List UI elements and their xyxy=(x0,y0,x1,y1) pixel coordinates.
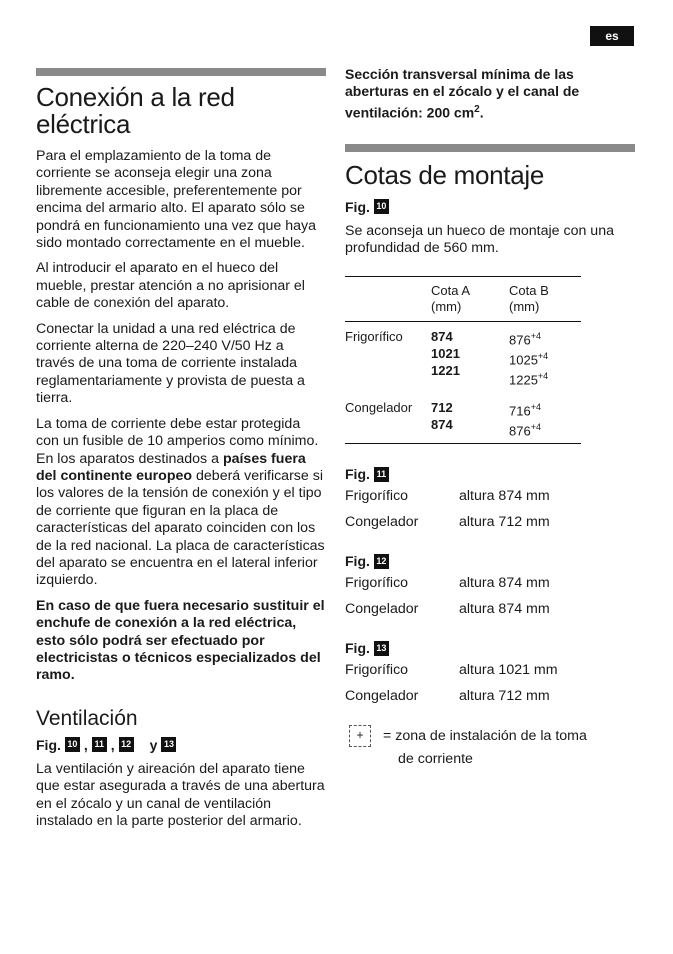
figure-reference xyxy=(345,553,635,569)
cell-value xyxy=(509,399,581,419)
cota-a-values xyxy=(431,393,509,444)
conjunction: y xyxy=(149,736,158,753)
tolerance: +4 xyxy=(530,422,541,432)
fig-label: Fig. xyxy=(345,640,370,657)
emphasis-text: países fuera del continente europeo xyxy=(36,450,306,484)
cell-value xyxy=(509,368,581,388)
figure-13-section xyxy=(345,640,635,705)
figure-row xyxy=(345,688,635,705)
figure-number-icon: 12 xyxy=(374,554,389,569)
note-end: . xyxy=(479,104,484,121)
value: 1225 xyxy=(509,372,538,388)
value: 876 xyxy=(509,332,531,348)
figure-number-icon: 10 xyxy=(65,737,80,752)
cota-b-values xyxy=(509,321,581,392)
header-line: (mm) xyxy=(431,298,462,314)
figure-11-section xyxy=(345,466,635,531)
cell-value: 1021 xyxy=(431,345,460,361)
section-title-mounting-dimensions: Cotas de montaje xyxy=(345,159,544,190)
paragraph: Conectar la unidad a una red eléctrica de corriente alterna de 220–240 V/50 Hz a través de una toma de corriente instalada reglamentariamente y provista de puesta a tierra. xyxy=(36,320,305,407)
separator: , xyxy=(83,736,88,753)
cell-value: 874 xyxy=(431,328,453,344)
value: 876 xyxy=(509,423,531,439)
cell-value: 712 xyxy=(431,399,453,415)
figure-row xyxy=(345,662,635,679)
cota-a-values xyxy=(431,321,509,392)
appliance-label: Congelador xyxy=(345,688,419,705)
tolerance: +4 xyxy=(530,401,541,412)
tolerance: +4 xyxy=(530,330,541,341)
cell-value xyxy=(509,348,581,368)
value: 1025 xyxy=(509,352,538,368)
height-value: altura 712 mm xyxy=(459,514,550,531)
figure-number-icon: 10 xyxy=(374,199,389,214)
right-column xyxy=(345,66,635,771)
dimensions-table xyxy=(345,276,581,445)
legend-line: de corriente xyxy=(398,751,473,768)
paragraph: Al introducir el aparato en el hueco del mueble, prestar atención a no aprisionar el cable de conexión del aparato. xyxy=(36,260,305,312)
header-line: Cota B xyxy=(509,282,549,298)
table-header-cota-a xyxy=(431,276,509,321)
legend-line: = zona de instalación de la toma xyxy=(383,728,587,745)
figure-reference xyxy=(36,737,326,753)
paragraph: Se aconseja un hueco de montaje con una profundidad de 560 mm. xyxy=(345,222,614,257)
cross-section-note xyxy=(345,66,635,122)
note-text: Sección transversal mínima de las aberturas en el zócalo y el canal de ventilación: 200 cm xyxy=(345,66,580,121)
table-header-empty xyxy=(345,276,431,321)
section-title-ventilation: Ventilación xyxy=(36,706,138,730)
row-label: Congelador xyxy=(345,399,413,415)
legend xyxy=(345,725,635,771)
figure-number-icon: 12 xyxy=(119,737,134,752)
fig-label: Fig. xyxy=(345,466,370,483)
appliance-label: Frigorífico xyxy=(345,662,409,679)
fig-label: Fig. xyxy=(36,736,61,753)
cell-value: 1221 xyxy=(431,362,460,378)
outlet-zone-icon xyxy=(349,725,371,747)
value: 716 xyxy=(509,403,531,418)
left-column xyxy=(36,68,326,838)
height-value: altura 874 mm xyxy=(459,488,550,505)
appliance-label: Frigorífico xyxy=(345,488,409,505)
figure-row xyxy=(345,601,635,618)
table-row xyxy=(345,321,581,392)
figure-reference xyxy=(345,466,635,482)
figure-reference xyxy=(345,199,635,215)
figure-number-icon: 11 xyxy=(92,737,107,752)
height-value: altura 874 mm xyxy=(459,601,550,618)
tolerance: +4 xyxy=(537,371,549,382)
paragraph: La ventilación y aireación del aparato tiene que estar asegurada a través de una abertura en el zócalo y un canal de ventilación instalado en la parte posterior del armario. xyxy=(36,760,325,829)
separator: , xyxy=(110,736,115,753)
tolerance: +4 xyxy=(537,351,549,362)
table-header-row xyxy=(345,276,581,321)
height-value: altura 712 mm xyxy=(459,688,550,705)
figure-row xyxy=(345,514,635,531)
paragraph xyxy=(36,416,326,590)
height-value: altura 874 mm xyxy=(459,575,550,592)
warning-paragraph: En caso de que fuera necesario sustituir el enchufe de conexión a la red eléctrica, esto sólo podrá ser efectuado por electricistas o técnicos especializados del ramo. xyxy=(36,597,325,684)
section-rule xyxy=(36,68,326,76)
header-line: Cota A xyxy=(431,282,471,298)
figure-number-icon: 11 xyxy=(374,467,389,482)
section-title-power-connection xyxy=(36,84,326,138)
appliance-label: Frigorífico xyxy=(345,575,409,592)
header-line: (mm) xyxy=(509,298,540,314)
figure-12-section xyxy=(345,553,635,618)
language-badge: es xyxy=(590,26,634,46)
superscript: 2 xyxy=(474,103,480,115)
figure-number-icon: 13 xyxy=(161,737,176,752)
table-header-cota-b xyxy=(509,276,581,321)
fig-label: Fig. xyxy=(345,553,370,570)
legend-text xyxy=(383,725,587,771)
row-label: Frigorífico xyxy=(345,328,403,344)
text: La toma de corriente debe estar protegida con un fusible de 10 amperios como mínimo. En los aparatos destinados a xyxy=(36,415,319,467)
cell-value: 874 xyxy=(431,416,453,432)
title-line-2: eléctrica xyxy=(36,109,131,139)
cell-value xyxy=(509,328,581,348)
section-rule xyxy=(345,144,635,152)
cota-b-values xyxy=(509,393,581,444)
figure-number-icon: 13 xyxy=(374,641,389,656)
title-line-1: Conexión a la red xyxy=(36,82,235,112)
table-row xyxy=(345,393,581,444)
appliance-label: Congelador xyxy=(345,601,419,618)
cell-value xyxy=(509,419,581,439)
appliance-label: Congelador xyxy=(345,514,419,531)
text: deberá verificarse si los valores de la tensión de conexión y el tipo de corriente que figuran en la placa de características del aparato coinciden con los de la red nacional. La placa de características del aparato se encuentra en el lateral inferior izquierdo. xyxy=(36,467,325,589)
figure-row xyxy=(345,575,635,592)
height-value: altura 1021 mm xyxy=(459,662,558,679)
figure-reference xyxy=(345,640,635,656)
figure-row xyxy=(345,488,635,505)
paragraph: Para el emplazamiento de la toma de corriente se aconseja elegir una zona libremente accesible, preferentemente por encima del armario alto. El aparato sólo se pondrá en funcionamiento una vez que haya sido montado correctamente en el mueble. xyxy=(36,148,317,252)
fig-label: Fig. xyxy=(345,198,370,215)
outlet-zone-glyph: + xyxy=(356,728,364,743)
